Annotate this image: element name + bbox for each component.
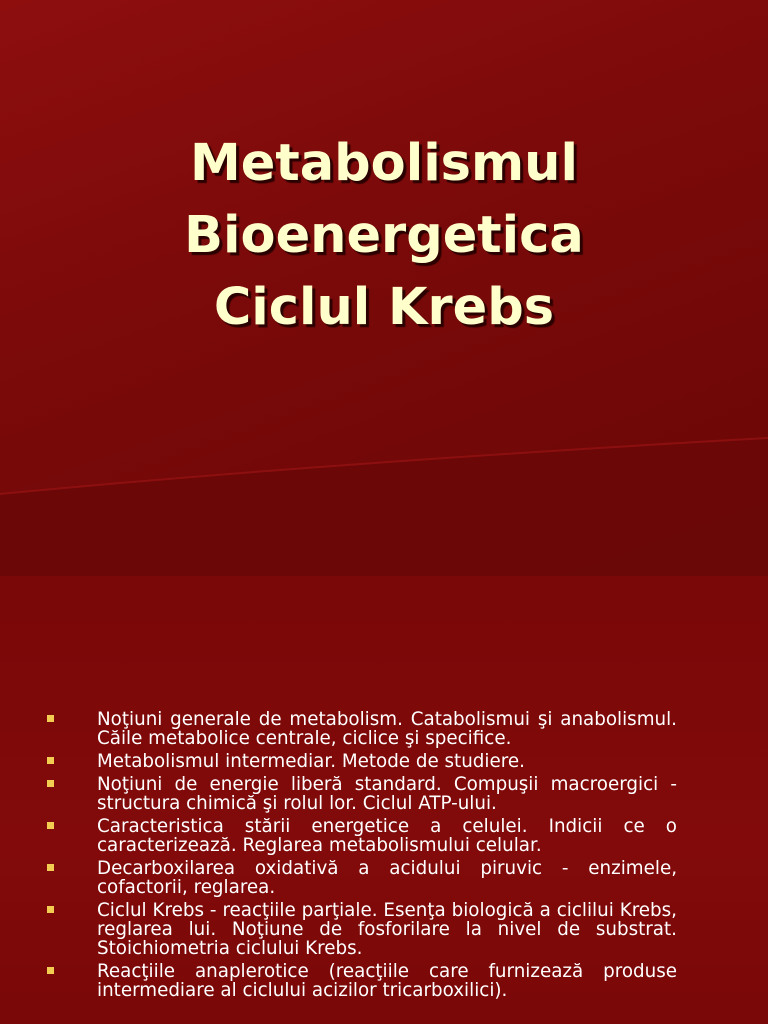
list-item (0, 752, 677, 771)
title-line-1: Metabolismul (190, 134, 578, 193)
list-item (0, 901, 677, 958)
content-slide (0, 576, 768, 1024)
square-bullet-icon (47, 906, 54, 913)
square-bullet-icon (47, 967, 54, 974)
slide-title (0, 128, 768, 344)
title-line-2: Bioenergetica (184, 206, 584, 265)
topic-text: Decarboxilarea oxidativă a acidului piruvic - enzimele, cofactorii, reglarea. (97, 858, 677, 898)
square-bullet-icon (47, 864, 54, 871)
topic-text: Noţiuni de energie liberă standard. Compuşii macroergici - structura chimică şi rolul lor. Ciclul ATP-ului. (97, 774, 677, 814)
topic-list (0, 710, 768, 1004)
title-line-3: Ciclul Krebs (213, 278, 555, 337)
topic-text: Ciclul Krebs - reacţiile parţiale. Esenţa biologică a ciclilui Krebs, reglarea lui. Noţiune de fosforilare la nivel de substrat. Stoichiometria ciclului Krebs. (97, 900, 677, 959)
topic-text: Reacţiile anaplerotice (reacţiile care furnizează produse intermediare al ciclului acizilor tricarboxilici). (97, 961, 677, 1001)
square-bullet-icon (47, 715, 54, 722)
list-item (0, 710, 677, 748)
square-bullet-icon (47, 757, 54, 764)
topic-text: Noţiuni generale de metabolism. Catabolismui şi anabolismul. Căile metabolice centrale, ciclice şi specifice. (97, 709, 677, 749)
list-item (0, 775, 677, 813)
list-item (0, 962, 677, 1000)
topic-text: Caracteristica stării energetice a celulei. Indicii ce o caracterizează. Reglarea metabolismului celular. (97, 816, 677, 856)
list-item (0, 817, 677, 855)
square-bullet-icon (47, 780, 54, 787)
list-item (0, 859, 677, 897)
topic-text: Metabolismul intermediar. Metode de studiere. (97, 751, 525, 772)
square-bullet-icon (47, 822, 54, 829)
